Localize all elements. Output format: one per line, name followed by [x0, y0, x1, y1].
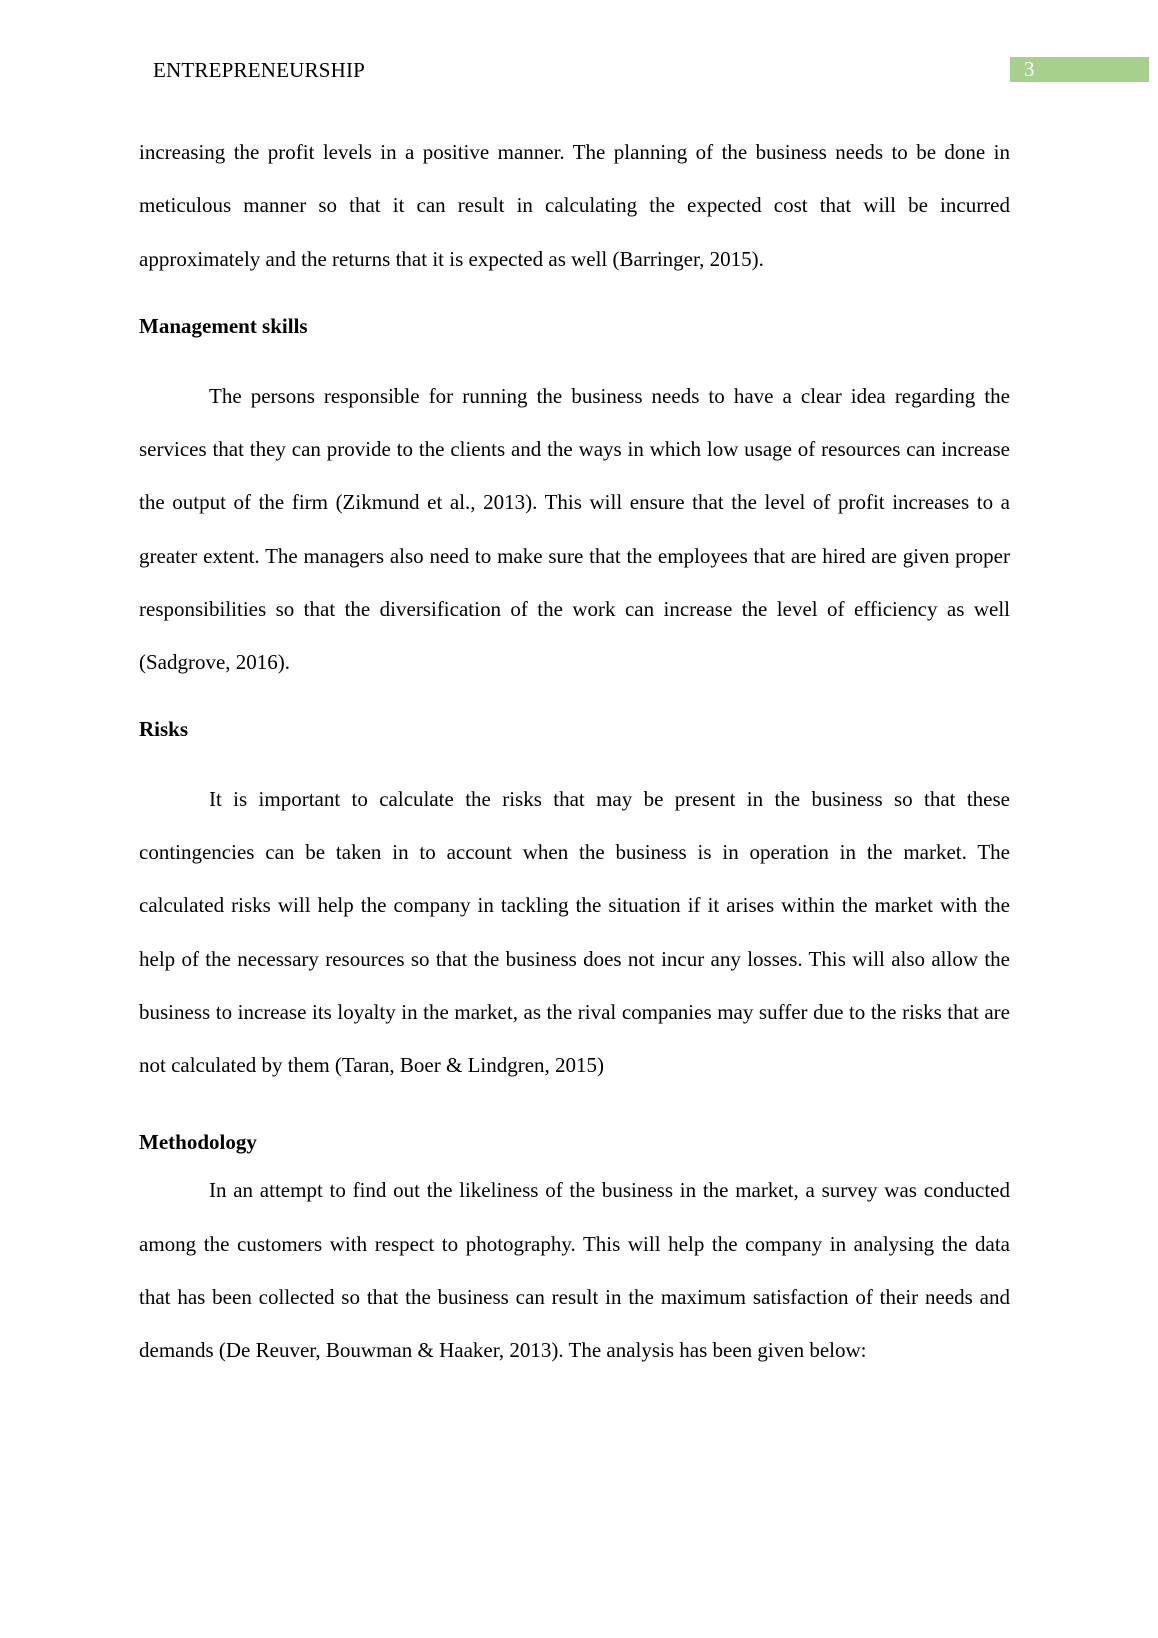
document-body [139, 126, 1010, 1378]
page-number-badge [1010, 57, 1149, 82]
intro-paragraph: increasing the profit levels in a positive manner. The planning of the business needs to be done in meticulous manner so that it can result in calculating the expected cost that will be incurred approximately and the returns that it is expected as well (Barringer, 2015). [139, 140, 1010, 271]
page-number: 3 [1024, 57, 1035, 81]
section-paragraph-methodology: In an attempt to find out the likeliness of the business in the market, a survey was conducted among the customers with respect to photography. This will help the company in analysing the data that has been collected so that the business can result in the maximum satisfaction of their needs and demands (De Reuver, Bouwman & Haaker, 2013). The analysis has been given below: [139, 1178, 1010, 1363]
section-paragraph-risks: It is important to calculate the risks that may be present in the business so that these contingencies can be taken in to account when the business is in operation in the market. The calculated risks will help the company in tackling the situation if it arises within the market with the help of the necessary resources so that the business does not incur any losses. This will also allow the business to increase its loyalty in the market, as the rival companies may suffer due to the risks that are not calculated by them (Taran, Boer & Lindgren, 2015) [139, 786, 1010, 1078]
running-head-title: ENTREPRENEURSHIP [153, 58, 366, 82]
section-heading-risks: Risks [139, 716, 189, 741]
section-paragraph-management-skills: The persons responsible for running the business needs to have a clear idea regarding the services that they can provide to the clients and the ways in which low usage of resources can increase the output of the firm (Zikmund et al., 2013). This will ensure that the level of profit increases to a greater extent. The managers also need to make sure that the employees that are hired are given proper responsibilities so that the diversification of the work can increase the level of efficiency as well (Sadgrove, 2016). [139, 383, 1010, 675]
section-heading-management-skills: Management skills [139, 313, 308, 338]
section-heading-methodology: Methodology [139, 1130, 257, 1155]
